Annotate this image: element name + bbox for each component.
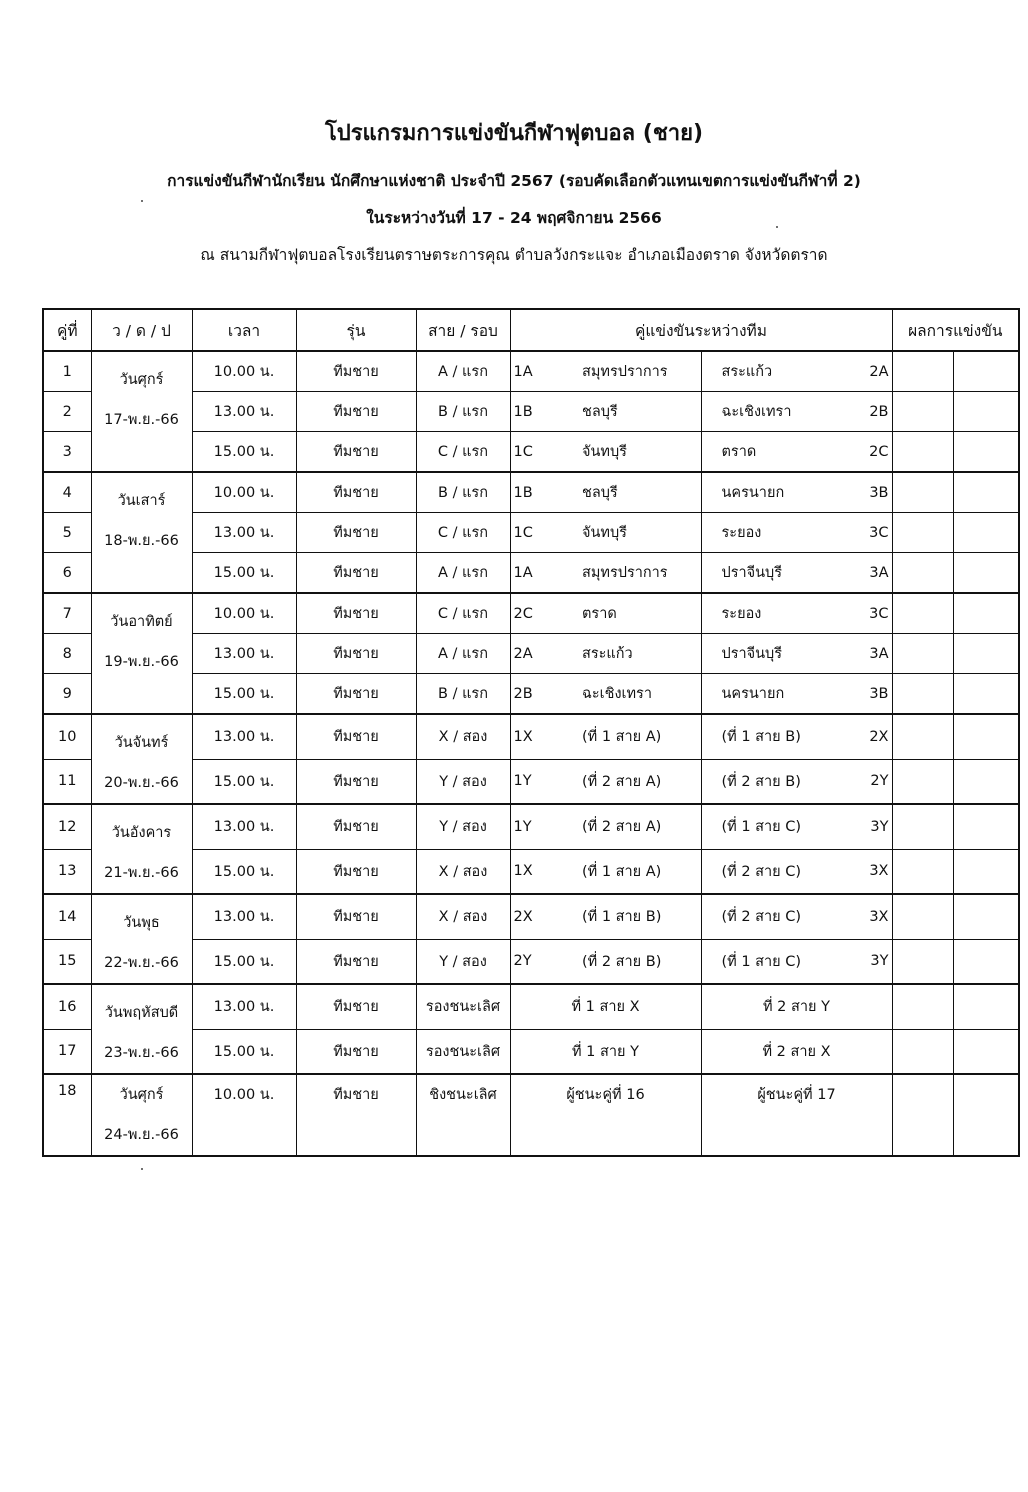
- col-header-date: ว / ด / ป: [91, 309, 192, 351]
- match-round: B / แรก: [416, 472, 510, 513]
- match-class: ทีมชาย: [296, 674, 416, 715]
- match-number: 12: [43, 804, 91, 849]
- team1-code: 1C: [510, 513, 574, 553]
- team2-name: (ที่ 2 สาย B): [701, 759, 831, 804]
- result-away: [953, 593, 1019, 634]
- match-date: 20-พ.ย.-66: [104, 775, 179, 791]
- team1-code: 1C: [510, 432, 574, 473]
- team1-name: ชลบุรี: [574, 392, 701, 432]
- match-number: 3: [43, 432, 91, 473]
- result-home: [892, 894, 953, 939]
- team2-name: นครนายก: [701, 472, 831, 513]
- match-number: 15: [43, 939, 91, 984]
- match-time: 13.00 น.: [192, 984, 296, 1029]
- team2-name: (ที่ 2 สาย C): [701, 849, 831, 894]
- result-home: [892, 939, 953, 984]
- team1-code: 1A: [510, 553, 574, 594]
- team1-code: 1A: [510, 351, 574, 392]
- team2-name: (ที่ 2 สาย C): [701, 894, 831, 939]
- match-number: 9: [43, 674, 91, 715]
- match-date-cell: [91, 351, 192, 472]
- match-time: 13.00 น.: [192, 634, 296, 674]
- match-time: 15.00 น.: [192, 553, 296, 594]
- match-time: 13.00 น.: [192, 714, 296, 759]
- match-date-cell: [91, 593, 192, 714]
- match-number: 4: [43, 472, 91, 513]
- match-number: 13: [43, 849, 91, 894]
- match-number: 7: [43, 593, 91, 634]
- match-date-cell: [91, 804, 192, 894]
- result-away: [953, 553, 1019, 594]
- team1-code: 2A: [510, 634, 574, 674]
- team1-name: (ที่ 1 สาย A): [574, 714, 701, 759]
- match-round: C / แรก: [416, 593, 510, 634]
- result-away: [953, 392, 1019, 432]
- team1-name: (ที่ 2 สาย B): [574, 939, 701, 984]
- team1-code: 1B: [510, 472, 574, 513]
- match-round: Y / สอง: [416, 939, 510, 984]
- team2-code: 3Y: [831, 939, 892, 984]
- match-round: Y / สอง: [416, 804, 510, 849]
- scan-speck: [141, 1168, 143, 1170]
- match-time: 10.00 น.: [192, 1074, 296, 1156]
- team2-code: 3A: [831, 553, 892, 594]
- match-number: 6: [43, 553, 91, 594]
- team1-code: 2X: [510, 894, 574, 939]
- match-number: 11: [43, 759, 91, 804]
- match-round: รองชนะเลิศ: [416, 984, 510, 1029]
- match-number: 14: [43, 894, 91, 939]
- team2-name: (ที่ 1 สาย B): [701, 714, 831, 759]
- match-class: ทีมชาย: [296, 894, 416, 939]
- team1-name: สมุทรปราการ: [574, 351, 701, 392]
- table-row: [43, 804, 1019, 849]
- team1-name: (ที่ 2 สาย A): [574, 759, 701, 804]
- result-home: [892, 674, 953, 715]
- schedule-table: [42, 308, 1020, 1157]
- match-time: 10.00 น.: [192, 472, 296, 513]
- match-class: ทีมชาย: [296, 351, 416, 392]
- col-header-time: เวลา: [192, 309, 296, 351]
- match-date: 19-พ.ย.-66: [104, 654, 179, 670]
- team2-code: 2Y: [831, 759, 892, 804]
- match-round: ชิงชนะเลิศ: [416, 1074, 510, 1156]
- match-class: ทีมชาย: [296, 804, 416, 849]
- team1-name: จันทบุรี: [574, 432, 701, 473]
- team2-code: 3A: [831, 634, 892, 674]
- match-day: วันศุกร์: [119, 372, 164, 388]
- result-away: [953, 759, 1019, 804]
- match-day: วันพฤหัสบดี: [104, 1005, 179, 1021]
- team2-code: 3Y: [831, 804, 892, 849]
- team1-code: 2Y: [510, 939, 574, 984]
- match-day: วันจันทร์: [114, 735, 169, 751]
- match-time: 10.00 น.: [192, 351, 296, 392]
- team2-code: 3X: [831, 894, 892, 939]
- team1-code: 2C: [510, 593, 574, 634]
- team2-name: นครนายก: [701, 674, 831, 715]
- team2-name: ที่ 2 สาย Y: [701, 984, 892, 1029]
- team2-name: ระยอง: [701, 593, 831, 634]
- match-day: วันอังคาร: [111, 825, 172, 841]
- team1-code: 1Y: [510, 804, 574, 849]
- match-class: ทีมชาย: [296, 553, 416, 594]
- result-away: [953, 432, 1019, 473]
- table-row: [43, 984, 1019, 1029]
- result-home: [892, 351, 953, 392]
- match-date-cell: [91, 714, 192, 804]
- match-round: C / แรก: [416, 513, 510, 553]
- match-day: วันอาทิตย์: [110, 614, 173, 630]
- result-away: [953, 939, 1019, 984]
- match-class: ทีมชาย: [296, 939, 416, 984]
- table-row: [43, 714, 1019, 759]
- result-home: [892, 432, 953, 473]
- match-time: 15.00 น.: [192, 432, 296, 473]
- col-header-class: รุ่น: [296, 309, 416, 351]
- team1-code: 1B: [510, 392, 574, 432]
- team2-code: 2B: [831, 392, 892, 432]
- match-round: X / สอง: [416, 714, 510, 759]
- match-time: 15.00 น.: [192, 759, 296, 804]
- team1-code: 1X: [510, 714, 574, 759]
- team2-code: 3B: [831, 472, 892, 513]
- match-date-cell: [91, 1074, 192, 1156]
- match-class: ทีมชาย: [296, 1074, 416, 1156]
- match-round: Y / สอง: [416, 759, 510, 804]
- team2-name: (ที่ 1 สาย C): [701, 939, 831, 984]
- team1-name: ชลบุรี: [574, 472, 701, 513]
- team1-name: (ที่ 1 สาย A): [574, 849, 701, 894]
- result-away: [953, 894, 1019, 939]
- match-time: 13.00 น.: [192, 513, 296, 553]
- match-class: ทีมชาย: [296, 759, 416, 804]
- col-header-no: คู่ที่: [43, 309, 91, 351]
- team1-name: (ที่ 1 สาย B): [574, 894, 701, 939]
- match-round: A / แรก: [416, 634, 510, 674]
- match-time: 15.00 น.: [192, 849, 296, 894]
- schedule-body: [43, 351, 1019, 1156]
- table-row: [43, 894, 1019, 939]
- scan-speck: [141, 200, 143, 202]
- match-class: ทีมชาย: [296, 1029, 416, 1074]
- result-away: [953, 513, 1019, 553]
- match-number: 8: [43, 634, 91, 674]
- match-date: 17-พ.ย.-66: [104, 412, 179, 428]
- result-home: [892, 392, 953, 432]
- match-round: A / แรก: [416, 351, 510, 392]
- page-subtitle: การแข่งขันกีฬานักเรียน นักศึกษาแห่งชาติ ประจำปี 2567 (รอบคัดเลือกตัวแทนเขตการแข่งขันกีฬาที่ 2): [167, 172, 861, 190]
- team2-name: ระยอง: [701, 513, 831, 553]
- scan-speck: [776, 226, 778, 228]
- team1-code: 2B: [510, 674, 574, 715]
- date-range: ในระหว่างวันที่ 17 - 24 พฤศจิกายน 2566: [366, 209, 662, 227]
- match-number: 18: [43, 1074, 91, 1156]
- team1-code: 1X: [510, 849, 574, 894]
- table-row: [43, 472, 1019, 513]
- team1-name: ผู้ชนะคู่ที่ 16: [510, 1074, 701, 1156]
- team1-name: สมุทรปราการ: [574, 553, 701, 594]
- team2-code: 2X: [831, 714, 892, 759]
- result-away: [953, 849, 1019, 894]
- result-away: [953, 472, 1019, 513]
- team2-name: ฉะเชิงเทรา: [701, 392, 831, 432]
- team2-code: 3X: [831, 849, 892, 894]
- match-class: ทีมชาย: [296, 849, 416, 894]
- match-date: 22-พ.ย.-66: [104, 955, 179, 971]
- result-home: [892, 1074, 953, 1156]
- match-date: 18-พ.ย.-66: [104, 533, 179, 549]
- team2-name: (ที่ 1 สาย C): [701, 804, 831, 849]
- match-time: 15.00 น.: [192, 1029, 296, 1074]
- team2-code: 2A: [831, 351, 892, 392]
- match-date: 24-พ.ย.-66: [104, 1127, 179, 1143]
- result-home: [892, 759, 953, 804]
- venue: ณ สนามกีฬาฟุตบอลโรงเรียนตราษตระการคุณ ตำบลวังกระแจะ อำเภอเมืองตราด จังหวัดตราด: [200, 246, 828, 264]
- team2-code: 3C: [831, 513, 892, 553]
- team1-name: ฉะเชิงเทรา: [574, 674, 701, 715]
- team2-name: ที่ 2 สาย X: [701, 1029, 892, 1074]
- result-away: [953, 804, 1019, 849]
- result-home: [892, 1029, 953, 1074]
- match-class: ทีมชาย: [296, 392, 416, 432]
- result-home: [892, 593, 953, 634]
- match-date-cell: [91, 984, 192, 1074]
- team1-name: ที่ 1 สาย Y: [510, 1029, 701, 1074]
- col-header-round: สาย / รอบ: [416, 309, 510, 351]
- match-number: 16: [43, 984, 91, 1029]
- team2-name: ตราด: [701, 432, 831, 473]
- page-title: โปรแกรมการแข่งขันกีฬาฟุตบอล (ชาย): [324, 121, 704, 146]
- match-class: ทีมชาย: [296, 984, 416, 1029]
- team1-name: ที่ 1 สาย X: [510, 984, 701, 1029]
- team2-name: สระแก้ว: [701, 351, 831, 392]
- match-number: 2: [43, 392, 91, 432]
- match-time: 15.00 น.: [192, 939, 296, 984]
- match-round: X / สอง: [416, 849, 510, 894]
- result-home: [892, 804, 953, 849]
- match-round: X / สอง: [416, 894, 510, 939]
- match-number: 17: [43, 1029, 91, 1074]
- result-home: [892, 714, 953, 759]
- match-day: วันพุธ: [123, 915, 160, 931]
- team2-name: ปราจีนบุรี: [701, 634, 831, 674]
- team1-name: จันทบุรี: [574, 513, 701, 553]
- table-row: [43, 1074, 1019, 1156]
- match-number: 1: [43, 351, 91, 392]
- match-date-cell: [91, 894, 192, 984]
- col-header-result: ผลการแข่งขัน: [892, 309, 1019, 351]
- match-round: B / แรก: [416, 392, 510, 432]
- result-away: [953, 634, 1019, 674]
- team1-name: (ที่ 2 สาย A): [574, 804, 701, 849]
- result-away: [953, 714, 1019, 759]
- team2-name: ปราจีนบุรี: [701, 553, 831, 594]
- result-away: [953, 1074, 1019, 1156]
- match-class: ทีมชาย: [296, 714, 416, 759]
- match-class: ทีมชาย: [296, 472, 416, 513]
- match-day: วันเสาร์: [117, 493, 166, 509]
- result-away: [953, 984, 1019, 1029]
- match-round: B / แรก: [416, 674, 510, 715]
- match-round: รองชนะเลิศ: [416, 1029, 510, 1074]
- match-round: A / แรก: [416, 553, 510, 594]
- match-class: ทีมชาย: [296, 593, 416, 634]
- match-class: ทีมชาย: [296, 432, 416, 473]
- team1-name: สระแก้ว: [574, 634, 701, 674]
- result-home: [892, 513, 953, 553]
- col-header-teams: คู่แข่งขันระหว่างทีม: [510, 309, 892, 351]
- match-time: 15.00 น.: [192, 674, 296, 715]
- match-time: 13.00 น.: [192, 804, 296, 849]
- table-header-row: [43, 309, 1019, 351]
- match-date: 21-พ.ย.-66: [104, 865, 179, 881]
- match-number: 5: [43, 513, 91, 553]
- match-day: วันศุกร์: [119, 1087, 164, 1103]
- result-away: [953, 674, 1019, 715]
- team2-name: ผู้ชนะคู่ที่ 17: [701, 1074, 892, 1156]
- match-time: 13.00 น.: [192, 894, 296, 939]
- team1-name: ตราด: [574, 593, 701, 634]
- match-class: ทีมชาย: [296, 513, 416, 553]
- result-home: [892, 553, 953, 594]
- match-time: 10.00 น.: [192, 593, 296, 634]
- result-home: [892, 634, 953, 674]
- result-away: [953, 1029, 1019, 1074]
- team1-code: 1Y: [510, 759, 574, 804]
- match-date: 23-พ.ย.-66: [104, 1045, 179, 1061]
- match-number: 10: [43, 714, 91, 759]
- match-round: C / แรก: [416, 432, 510, 473]
- result-home: [892, 472, 953, 513]
- team2-code: 3C: [831, 593, 892, 634]
- result-home: [892, 849, 953, 894]
- match-time: 13.00 น.: [192, 392, 296, 432]
- table-row: [43, 351, 1019, 392]
- team2-code: 2C: [831, 432, 892, 473]
- team2-code: 3B: [831, 674, 892, 715]
- result-home: [892, 984, 953, 1029]
- match-date-cell: [91, 472, 192, 593]
- result-away: [953, 351, 1019, 392]
- match-class: ทีมชาย: [296, 634, 416, 674]
- table-row: [43, 593, 1019, 634]
